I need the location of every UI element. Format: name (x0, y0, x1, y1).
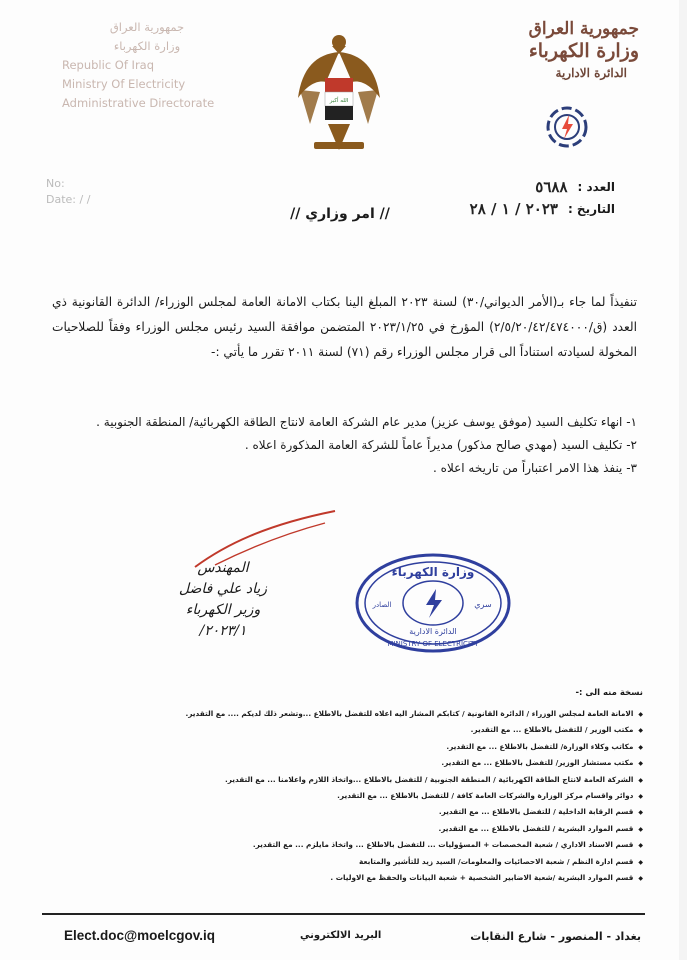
header-en-line1: جمهورية العراق (109, 20, 185, 34)
footer-divider (42, 913, 645, 915)
header-arabic (489, 18, 639, 84)
header-en-line5: Administrative Directorate (62, 96, 215, 110)
signature-block (148, 558, 298, 642)
emblem-shield-text: الله أكبر (329, 98, 349, 104)
footer-email-label: البريد الالكتروني (300, 930, 382, 941)
reference-block (455, 176, 615, 220)
stamp-left-text: الصادر (372, 601, 392, 609)
header-en-line3: Republic Of Iraq (62, 58, 155, 72)
stamp-top-text: وزارة الكهرباء (391, 565, 475, 579)
copies-list (83, 706, 643, 886)
date-label: التاريخ : (567, 202, 615, 216)
copy-item: ◆ دوائر واقسام مركز الوزارة والشركات العامة كافة / للتفضل بالاطلاع ... مع التقدير. (83, 788, 643, 804)
decision-items (52, 411, 637, 480)
stamp-middle-text: الدائرة الادارية (409, 627, 457, 636)
stamp-right-text: سري (474, 600, 492, 609)
copy-item: ◆ الامانة العامة لمجلس الوزراء / الدائرة القانونية / كتابكم المشار اليه اعلاه للتفضل بالاطلاع ...وتشعر ذلك لديكم .... مع التقدير. (83, 706, 643, 722)
header-ministry: وزارة الكهرباء (528, 40, 639, 62)
signature-date: ٢٠٢٣/١/ (199, 623, 247, 639)
reference-english-faded (46, 176, 90, 208)
signature-position: وزير الكهرباء (185, 602, 261, 618)
copy-item: ◆ قسم الموارد البشرية /شعبة الاضابير الشخصية + شعبة البيانات والحفظ مع الاوليات . (83, 870, 643, 886)
header-english-faded (62, 18, 232, 113)
copy-item: ◆ قسم الموارد البشرية / للتفضل بالاطلاع ... مع التقدير. (83, 821, 643, 837)
number-label: العدد : (577, 180, 615, 194)
ministry-logo-icon (542, 102, 592, 152)
footer-address: بغداد - المنصور - شارع النقابات (470, 930, 641, 943)
header-en-line4: Ministry Of Electricity (62, 77, 186, 91)
header-directorate: الدائرة الادارية (555, 66, 627, 80)
official-stamp (354, 552, 512, 655)
iraq-eagle-emblem (296, 28, 382, 156)
decision-item-3: ٣- ينفذ هذا الامر اعتباراً من تاريخه اعلاه . (433, 461, 637, 475)
body-paragraph: تنفيذاً لما جاء بـ(الأمر الديواني/٣٠) لسنة ٢٠٢٣ المبلغ الينا بكتاب الامانة العامة لمجلس الوزراء/ الدائرة القانونية ذي العدد (ق/٢/٥/٢٠/٤٢/٤٧٤٠٠٠) المؤرخ في ٢٠٢٣/١/٢٥ المتضمن موافقة السيد رئيس مجلس الوزراء وفقاً للصلاحيات المخولة لسيادته استناداً الى قرار مجلس الوزراء رقم (٧١) لسنة ٢٠١١ تقرر ما يأتي :- (52, 295, 638, 359)
stamp-bottom-text: MINISTRY OF ELECTRICITY (387, 640, 479, 648)
reference-number-row (455, 176, 615, 198)
date-label-en: Date: / / (46, 193, 91, 206)
date-value: ٢٠٢٣ / ١ / ٢٨ (469, 200, 558, 218)
copy-item: ◆ مكاتب وكلاء الوزارة/ للتفضل بالاطلاع ... مع التقدير. (83, 739, 643, 755)
copy-item: ◆ قسم ادارة النظم / شعبة الاحصائيات والمعلومات/ السيد زيد للتأشير والمتابعة (83, 854, 643, 870)
signature-name: زياد علي فاضل (178, 581, 268, 597)
decision-item-2: ٢- تكليف السيد (مهدي صالح مذكور) مديراً عاماً للشركة العامة المذكورة اعلاه . (244, 438, 637, 452)
copy-item: ◆ مكتب مستشار الوزير/ للتفضل بالاطلاع ... مع التقدير. (83, 755, 643, 771)
header-country: جمهورية العراق (528, 19, 639, 39)
scan-edge (679, 0, 687, 960)
document-title: // امر وزاري // (290, 206, 390, 222)
footer-email[interactable]: Elect.doc@moelcgov.iq (64, 928, 215, 943)
reference-date-row (455, 198, 615, 220)
copy-item: ◆ مكتب الوزير / للتفضل بالاطلاع ... مع التقدير. (83, 722, 643, 738)
signature-title: المهندس (197, 560, 249, 576)
number-value: ٥٦٨٨ (535, 178, 568, 196)
copies-title: نسخة منه الى :- (575, 688, 643, 698)
header-en-line2: وزارة الكهرباء (113, 39, 181, 53)
decision-item-1: ١- انهاء تكليف السيد (موفق يوسف عزيز) مدير عام الشركة العامة لانتاج الطاقة الكهربائية/ المنطقة الجنوبية . (96, 415, 637, 429)
copy-item: ◆ قسم الاسناد الاداري / شعبة المخصصات + المسؤوليات ... للتفضل بالاطلاع ... واتخاذ مايلزم ... مع التقدير. (83, 837, 643, 853)
copy-item: ◆ الشركة العامة لانتاج الطاقة الكهربائية / المنطقة الجنوبية / للتفضل بالاطلاع ...واتخاذ اللازم واعلامنا ... مع التقدير. (83, 772, 643, 788)
copy-item: ◆ قسم الرقابة الداخلية / للتفضل بالاطلاع ... مع التقدير. (83, 804, 643, 820)
no-label-en: No: (46, 177, 65, 190)
